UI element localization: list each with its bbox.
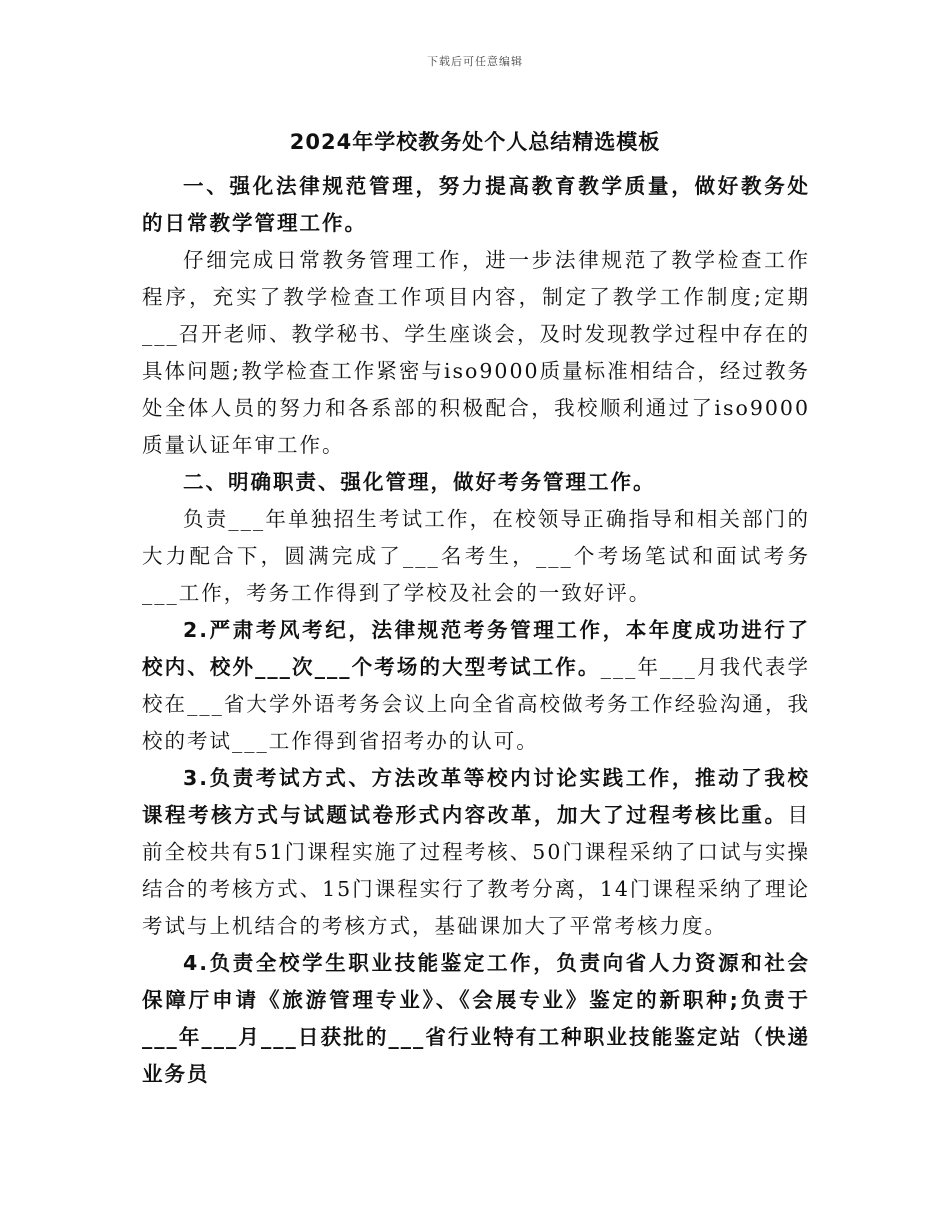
item-2-paragraph — [142, 612, 810, 760]
item-3-paragraph — [142, 760, 810, 945]
item-3-bold: 3.负责考试方式、方法改革等校内讨论实践工作，推动了我校课程考核方式与试题试卷形式内容改革，加大了过程考核比重。 — [142, 766, 810, 827]
item-4-paragraph — [142, 945, 810, 1093]
section-2-heading: 二、明确职责、强化管理，做好考务管理工作。 — [183, 470, 656, 494]
item-2-rest: ___年___月我代表学校在___省大学外语考务会议上向全省高校做考务工作经验沟通，我校的考试___工作得到省招考办的认可。 — [142, 655, 811, 753]
item-4-bold: 4.负责全校学生职业技能鉴定工作，负责向省人力资源和社会保障厅申请《旅游管理专业》、《会展专业》鉴定的新职种;负责于___年___月___日获批的___省行业特有工种职业技能鉴定站（快递业务员 — [142, 951, 810, 1086]
header-note: 下载后可任意编辑 — [427, 55, 523, 68]
section-2-body: 负责___年单独招生考试工作，在校领导正确指导和相关部门的大力配合下，圆满完成了___名考生，___个考场笔试和面试考务___工作，考务工作得到了学校及社会的一致好评。 — [142, 507, 810, 605]
section-1-body: 仔细完成日常教务管理工作，进一步法律规范了教学检查工作程序，充实了教学检查工作项目内容，制定了教学工作制度;定期___召开老师、教学秘书、学生座谈会，及时发现教学过程中存在的具体问题;教学检查工作紧密与iso9000质量标准相结合，经过教务处全体人员的努力和各系部的积极配合，我校顺利通过了iso9000质量认证年审工作。 — [142, 248, 810, 457]
document-body — [142, 168, 810, 1093]
section-1-heading: 一、强化法律规范管理，努力提高教育教学质量，做好教务处的日常教学管理工作。 — [142, 174, 810, 235]
item-2-bold: 2.严肃考风考纪，法律规范考务管理工作，本年度成功进行了校内、校外___次___个考场的大型考试工作。 — [142, 618, 810, 679]
document-title: 2024年学校教务处个人总结精选模板 — [289, 130, 661, 154]
item-3-rest: 目前全校共有51门课程实施了过程考核、50门课程采纳了口试与实操结合的考核方式、15门课程实行了教考分离，14门课程采纳了理论考试与上机结合的考核方式，基础课加大了平常考核力度。 — [142, 803, 810, 938]
